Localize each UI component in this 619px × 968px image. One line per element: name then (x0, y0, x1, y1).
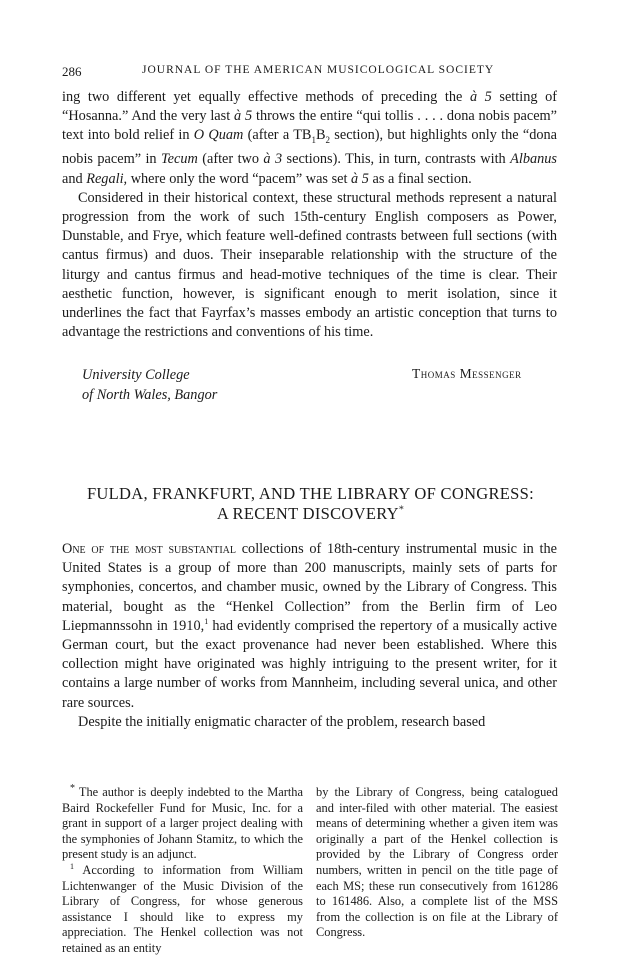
footnotes-left-column (62, 782, 303, 957)
conclusion-paragraph-2: Considered in their historical context, these structural methods represent a natural progression from the work of such 15th-century English composers as Power, Dunstable, and Frye, which feature well-defined contrasts between full sections (with cantus firmus) and duos. Their inseparable relationship with the structure of the liturgy and cantus firmus and head-motive techniques of the time is clear. Their aesthetic function, however, is significant enough to merit isolation, since it underlines the fact that Fayrfax’s masses embody an artistic conception that turns to advantage the restrictions and conventions of his time. (62, 189, 557, 341)
footnote-1: $^1$ According to information from William Lichtenwanger of the Music Division of the Library of Congress, for whose generous assistance I should like to express my appreciation. The Henkel collection was not retained as an entity (62, 861, 303, 955)
footnote-star: * The author is deeply indebted to the Martha Baird Rockefeller Fund for Music, Inc. for a grant in support of a larger project dealing with the symphonies of Johann Stamitz, to which the present study is an adjunct. (62, 782, 303, 862)
title-footnote-mark: * (398, 504, 405, 516)
body-paragraph-2: Despite the initially enigmatic character of the problem, research based (78, 713, 486, 730)
author-name: Thomas Messenger (412, 366, 522, 381)
affiliation-line-1: University College (82, 367, 190, 383)
author-affiliation (82, 366, 217, 405)
article-conclusion (62, 88, 557, 343)
body-paragraph-1: One of the most substantial collections of 18th-century instrumental music in the United States is a group of more than 200 manuscripts, mainly sets of parts for symphonies, concertos, and chamber music, owned by the Library of Congress. This material, bought as the “Henkel Collection” from the Berlin firm of Leo Liepmannssohn in 1910,$^1$ had evidently comprised the repertory of a musically active German court, but the exact provenance had never been established. Where this collection might have originated was highly intriguing to the present writer, for it contains a large number of works from Mannheim, including several unica, and other rare sources. (62, 541, 557, 711)
footnote-1-continued: by the Library of Congress, being catalogued and inter-filed with other material. The easiest means of determining whether a given item was originally a part of the Henkel collection is provided by the Library of Congress order numbers, written in pencil on the title page of each MS; these run consecutively from 161286 to 161486. Also, a complete list of the MSS from the collection is on file at the Library of Congress. (316, 785, 558, 940)
conclusion-paragraph-1: ing two different yet equally effective methods of preceding the à 5 setting of “Hosanna.” And the very last à 5 throws the entire “qui tollis . . . . dona nobis pacem” text into bold relief in O Quam (after a $TB_1B_2$ section), but highlights only the “dona nobis pacem” in Tecum (after two à 3 sections). This, in turn, contrasts with Albanus and Regali, where only the word “pacem” was set à 5 as a final section. (62, 89, 558, 187)
footnotes-right-column (316, 785, 558, 941)
title-line-1: FULDA, FRANKFURT, AND THE LIBRARY OF CONGRESS: (86, 484, 535, 503)
running-head: JOURNAL OF THE AMERICAN MUSICOLOGICAL SOCIETY (142, 64, 495, 76)
footnote-ref-1: 1 (204, 617, 209, 627)
article-body (62, 540, 557, 732)
lead-in-small-caps: One of the most substantial (62, 541, 236, 557)
page-number: 286 (62, 64, 82, 79)
affiliation-line-2: of North Wales, Bangor (82, 386, 218, 403)
article-title (62, 484, 559, 524)
title-line-2: A RECENT DISCOVERY* (216, 504, 405, 523)
